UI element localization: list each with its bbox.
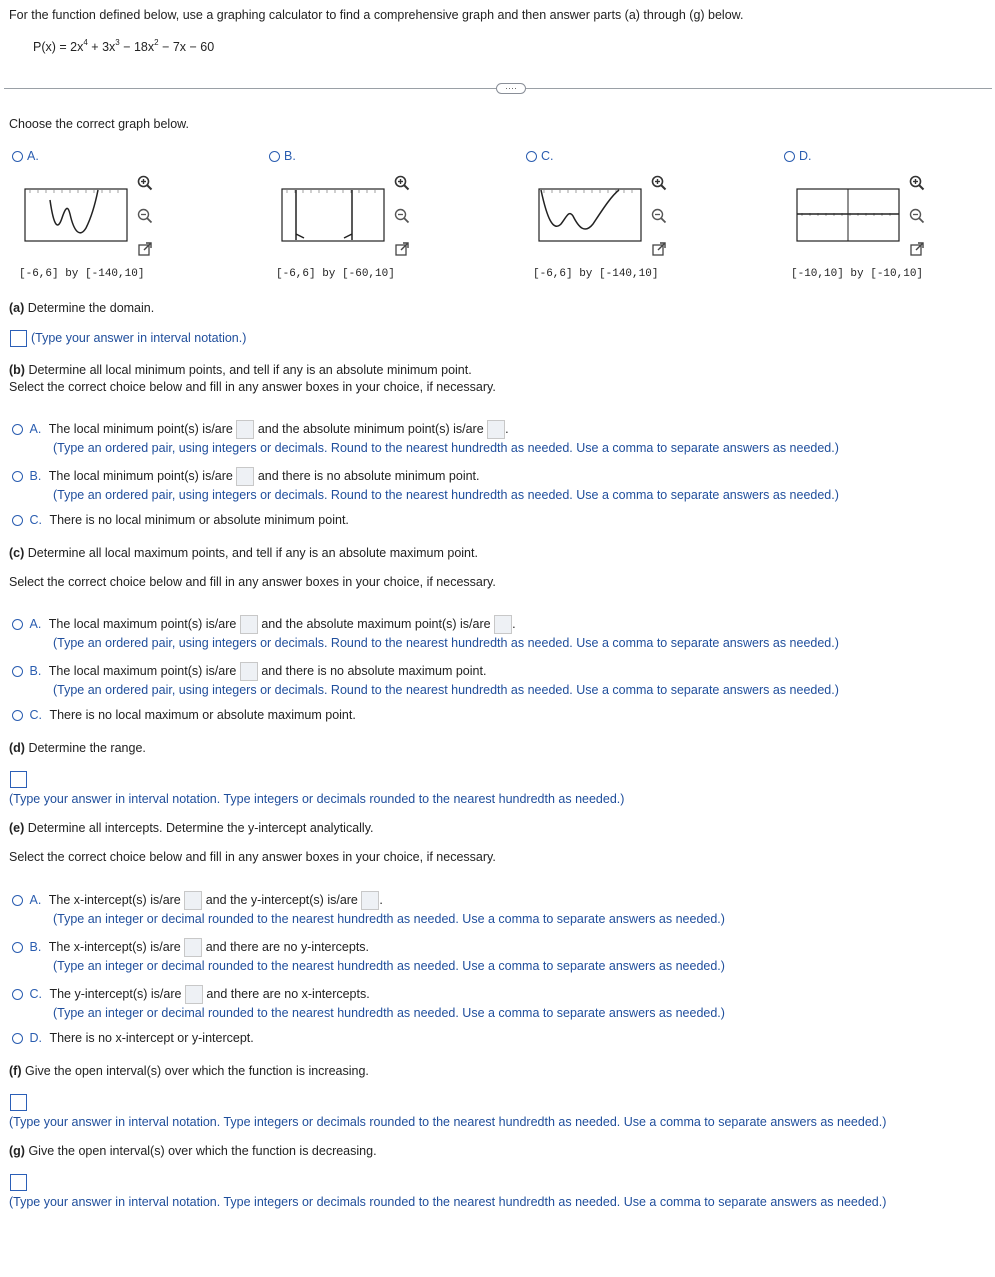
part-e-title: (e) Determine all intercepts. Determine the y-intercept analytically. (9, 821, 374, 835)
graph-window-label: [-6,6] by [-140,10] (19, 268, 145, 280)
part-e-option-c[interactable]: C. The y-intercept(s) is/are and there are no x-intercepts. (12, 985, 370, 1004)
part-b-option-a[interactable]: A. The local minimum point(s) is/are and the absolute minimum point(s) is/are . (12, 420, 509, 439)
part-e-option-a-hint: (Type an integer or decimal rounded to the nearest hundredth as needed. Use a comma to separate answers as needed.) (53, 912, 725, 926)
part-a-title: (a) Determine the domain. (9, 301, 155, 315)
expand-button[interactable]: ···· (496, 83, 526, 94)
part-e-option-d[interactable]: D. There is no x-intercept or y-intercept. (12, 1031, 254, 1045)
graph-window-label: [-10,10] by [-10,10] (791, 268, 924, 280)
radio-button[interactable] (12, 942, 23, 953)
part-b-instruction: Select the correct choice below and fill in any answer boxes in your choice, if necessary. (9, 380, 496, 394)
part-a-hint: (Type your answer in interval notation.) (31, 331, 247, 345)
radio-button[interactable] (526, 151, 537, 162)
expand-icon[interactable] (393, 240, 411, 258)
radio-button[interactable] (12, 471, 23, 482)
part-e-option-b-hint: (Type an integer or decimal rounded to the nearest hundredth as needed. Use a comma to separate answers as needed.) (53, 959, 725, 973)
answer-box[interactable] (494, 615, 512, 634)
answer-box[interactable] (184, 891, 202, 910)
answer-box[interactable] (240, 662, 258, 681)
answer-box[interactable] (487, 420, 505, 439)
part-d-hint: (Type your answer in interval notation. Type integers or decimals rounded to the nearest hundredth as needed.) (9, 792, 625, 806)
radio-button[interactable] (784, 151, 795, 162)
expand-icon[interactable] (136, 240, 154, 258)
graph-option-d[interactable]: D. (784, 149, 812, 163)
part-e-option-c-hint: (Type an integer or decimal rounded to the nearest hundredth as needed. Use a comma to separate answers as needed.) (53, 1006, 725, 1020)
part-b-option-c[interactable]: C. There is no local minimum or absolute minimum point. (12, 513, 349, 527)
part-c-option-c[interactable]: C. There is no local maximum or absolute maximum point. (12, 708, 356, 722)
zoom-in-icon[interactable] (650, 174, 668, 192)
part-b-option-a-hint: (Type an ordered pair, using integers or decimals. Round to the nearest hundredth as needed. Use a comma to separate answers as needed.) (53, 441, 839, 455)
graph-option-b[interactable]: B. (269, 149, 296, 163)
radio-button[interactable] (12, 1033, 23, 1044)
zoom-out-icon[interactable] (136, 207, 154, 225)
answer-box[interactable] (236, 467, 254, 486)
part-c-option-a[interactable]: A. The local maximum point(s) is/are and the absolute maximum point(s) is/are . (12, 615, 516, 634)
domain-answer-input[interactable] (10, 330, 27, 347)
graph-window-label: [-6,6] by [-60,10] (276, 268, 395, 280)
part-e-option-a[interactable]: A. The x-intercept(s) is/are and the y-intercept(s) is/are . (12, 891, 383, 910)
range-answer-input[interactable] (10, 771, 27, 788)
graph-thumbnail[interactable] (24, 188, 128, 242)
part-c-title: (c) Determine all local maximum points, and tell if any is an absolute maximum point. (9, 546, 478, 560)
part-e-option-b[interactable]: B. The x-intercept(s) is/are and there are no y-intercepts. (12, 938, 369, 957)
radio-button[interactable] (12, 619, 23, 630)
answer-box[interactable] (361, 891, 379, 910)
part-f-title: (f) Give the open interval(s) over which the function is increasing. (9, 1064, 369, 1078)
graph-thumbnail[interactable] (796, 188, 900, 242)
part-b-option-b[interactable]: B. The local minimum point(s) is/are and there is no absolute minimum point. (12, 467, 480, 486)
function-expression: $P(x) = 2x^4 + 3x^3 - 18x^2 - 7x - 60$ (33, 38, 215, 54)
part-d-title: (d) Determine the range. (9, 741, 146, 755)
part-b-option-b-hint: (Type an ordered pair, using integers or decimals. Round to the nearest hundredth as needed. Use a comma to separate answers as needed.) (53, 488, 839, 502)
part-c-instruction: Select the correct choice below and fill in any answer boxes in your choice, if necessary. (9, 575, 496, 589)
intro-text: For the function defined below, use a graphing calculator to find a comprehensive graph and then answer parts (a) through (g) below. (9, 8, 744, 22)
graph-option-c[interactable]: C. (526, 149, 554, 163)
radio-button[interactable] (12, 666, 23, 677)
graph-thumbnail[interactable] (281, 188, 385, 242)
choose-graph-prompt: Choose the correct graph below. (9, 117, 189, 131)
zoom-out-icon[interactable] (393, 207, 411, 225)
part-c-option-b[interactable]: B. The local maximum point(s) is/are and there is no absolute maximum point. (12, 662, 486, 681)
radio-button[interactable] (12, 515, 23, 526)
answer-box[interactable] (240, 615, 258, 634)
increasing-answer-input[interactable] (10, 1094, 27, 1111)
part-g-title: (g) Give the open interval(s) over which the function is decreasing. (9, 1144, 377, 1158)
part-c-option-b-hint: (Type an ordered pair, using integers or decimals. Round to the nearest hundredth as needed. Use a comma to separate answers as needed.) (53, 683, 839, 697)
expand-icon[interactable] (908, 240, 926, 258)
part-b-title: (b) Determine all local minimum points, and tell if any is an absolute minimum point. (9, 363, 472, 377)
radio-button[interactable] (12, 989, 23, 1000)
part-c-option-a-hint: (Type an ordered pair, using integers or decimals. Round to the nearest hundredth as needed. Use a comma to separate answers as needed.) (53, 636, 839, 650)
expand-icon[interactable] (650, 240, 668, 258)
radio-button[interactable] (12, 424, 23, 435)
graph-thumbnail[interactable] (538, 188, 642, 242)
zoom-in-icon[interactable] (908, 174, 926, 192)
part-e-instruction: Select the correct choice below and fill in any answer boxes in your choice, if necessary. (9, 850, 496, 864)
radio-button[interactable] (12, 895, 23, 906)
answer-box[interactable] (184, 938, 202, 957)
graph-window-label: [-6,6] by [-140,10] (533, 268, 659, 280)
answer-box[interactable] (185, 985, 203, 1004)
answer-box[interactable] (236, 420, 254, 439)
part-g-hint: (Type your answer in interval notation. Type integers or decimals rounded to the nearest hundredth as needed. Use a comma to separate answers as needed.) (9, 1195, 887, 1209)
zoom-in-icon[interactable] (136, 174, 154, 192)
radio-button[interactable] (269, 151, 280, 162)
zoom-out-icon[interactable] (908, 207, 926, 225)
graph-option-a[interactable]: A. (12, 149, 39, 163)
radio-button[interactable] (12, 710, 23, 721)
decreasing-answer-input[interactable] (10, 1174, 27, 1191)
zoom-out-icon[interactable] (650, 207, 668, 225)
radio-button[interactable] (12, 151, 23, 162)
part-f-hint: (Type your answer in interval notation. Type integers or decimals rounded to the nearest hundredth as needed. Use a comma to separate answers as needed.) (9, 1115, 887, 1129)
zoom-in-icon[interactable] (393, 174, 411, 192)
